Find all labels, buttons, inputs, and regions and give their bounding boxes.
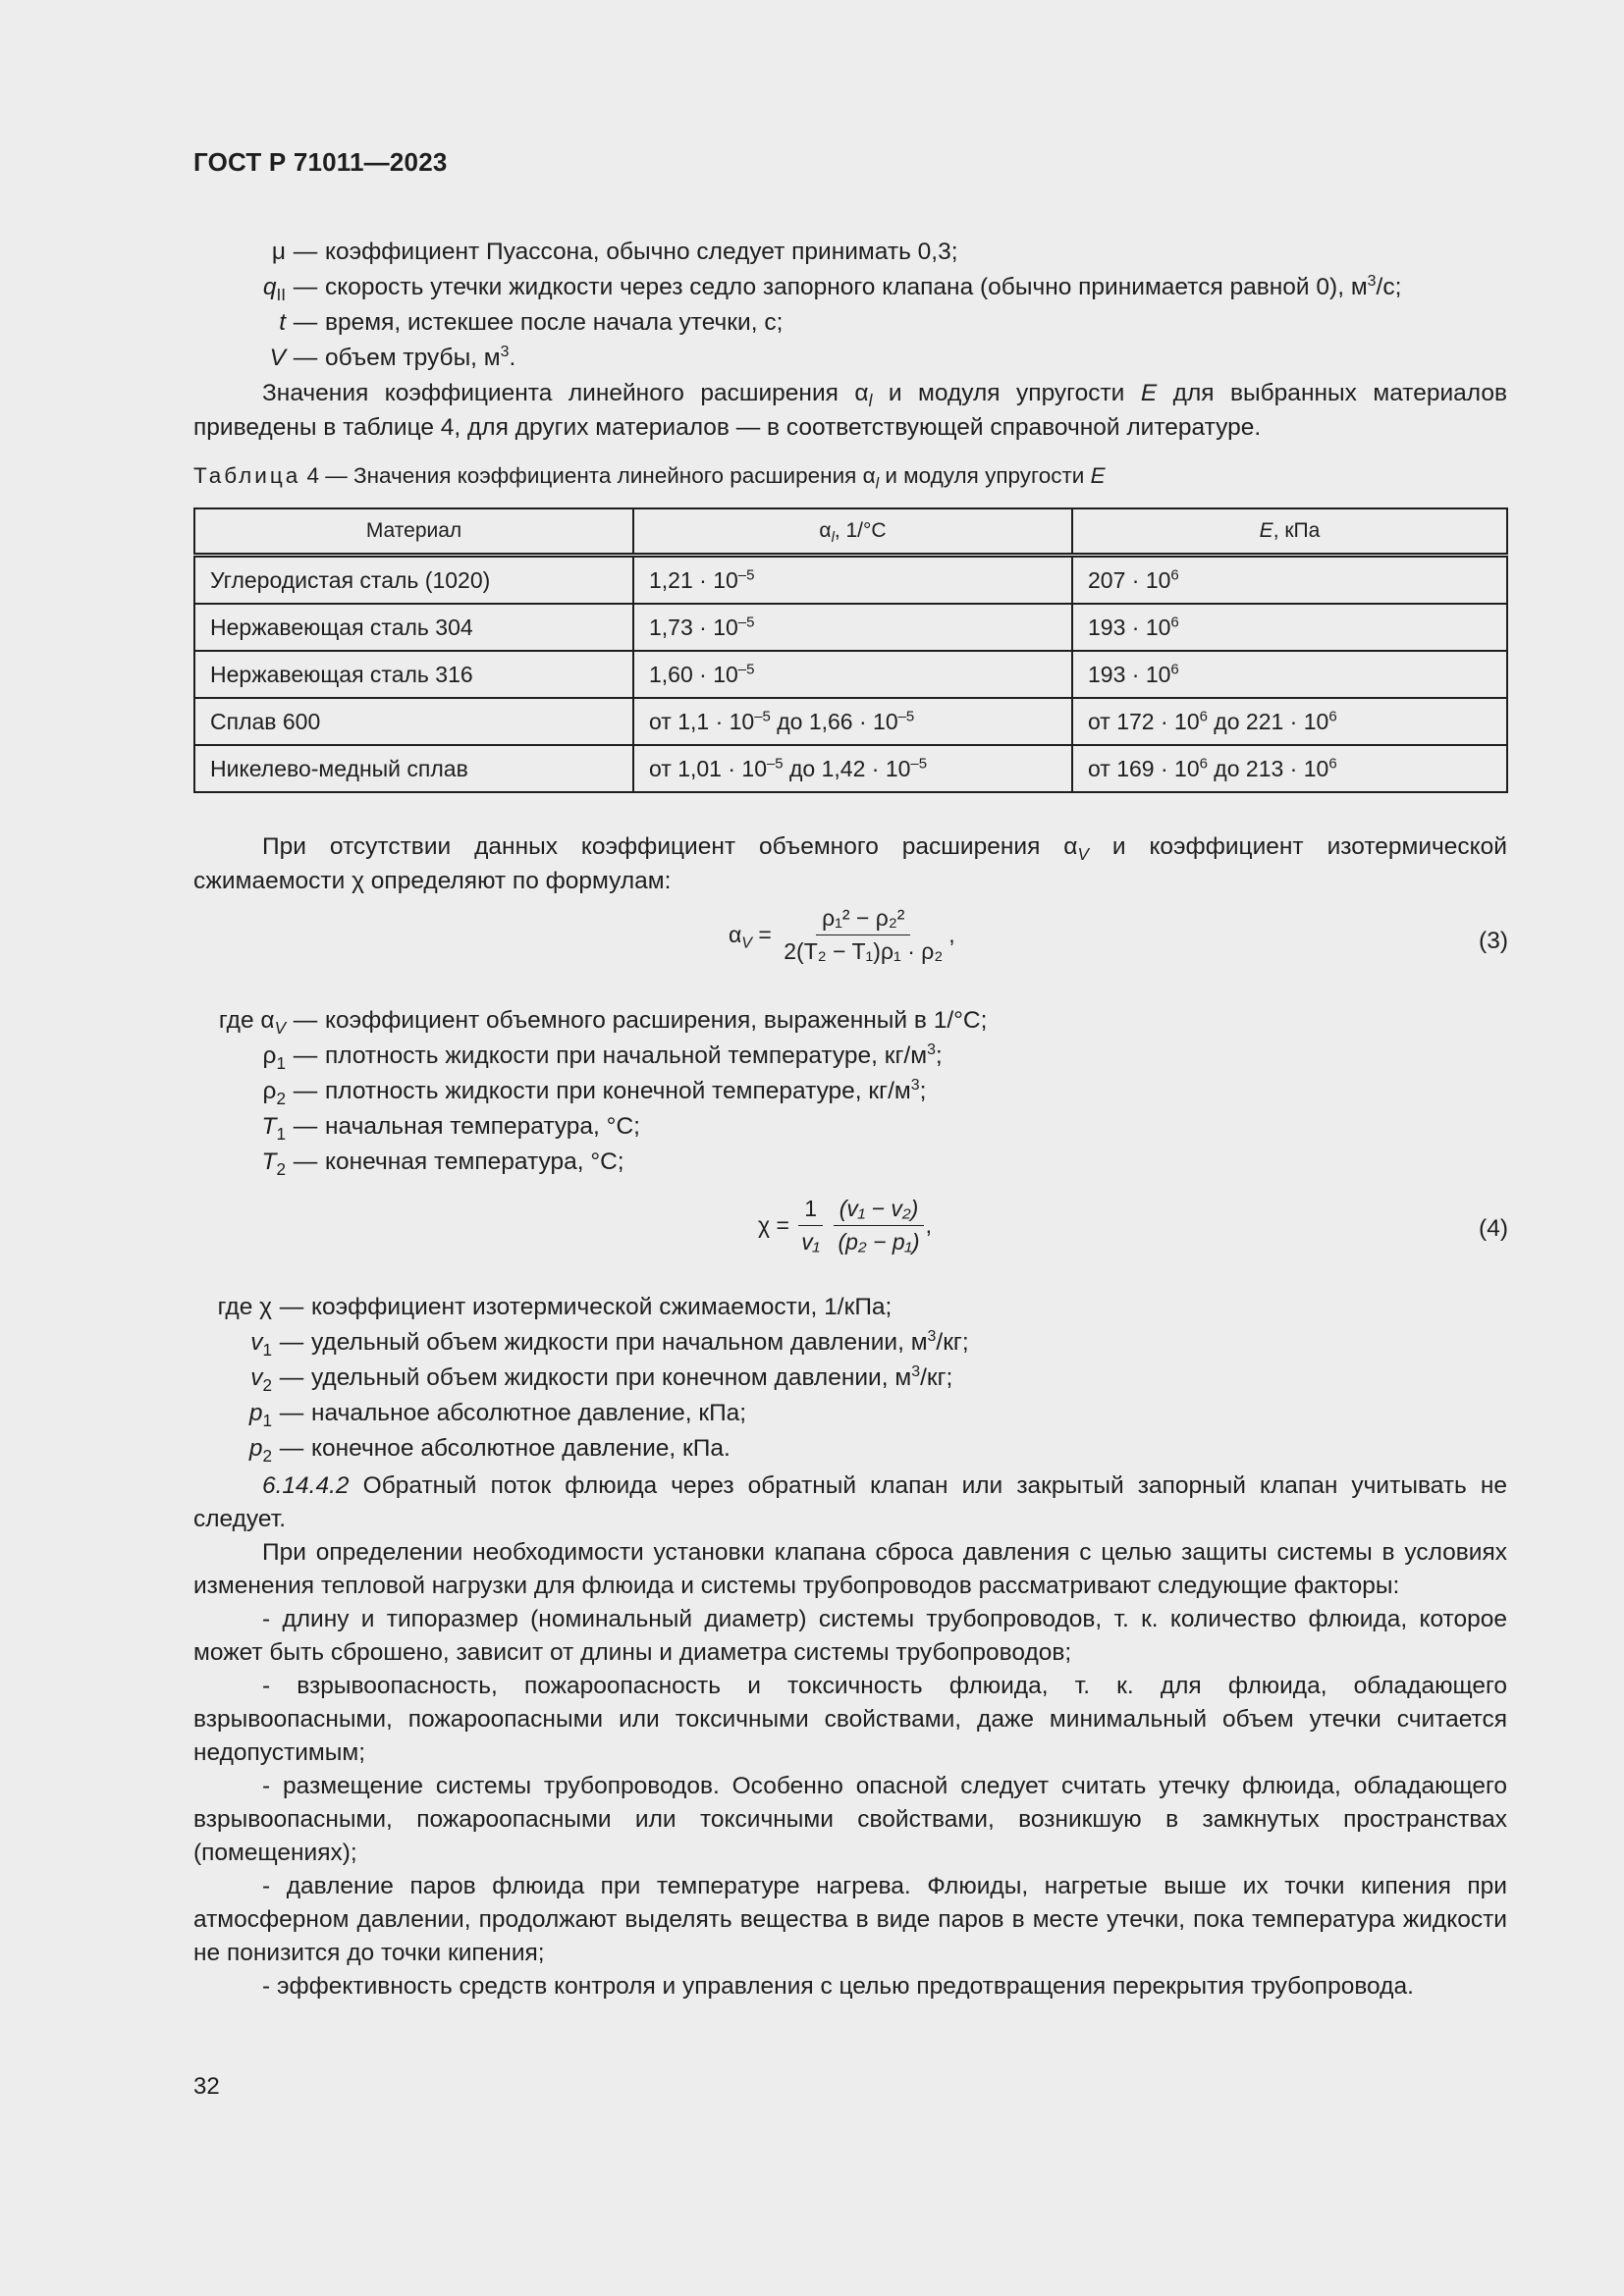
definition-row — [193, 305, 1401, 341]
table-row — [194, 745, 1507, 792]
definition-row — [193, 341, 1401, 376]
symbol: $p_2$ — [248, 1435, 272, 1466]
symbol: $v_2$ — [250, 1364, 272, 1395]
column-header-e: E, кПа — [1072, 508, 1507, 556]
fraction: $\frac{1}{\text{v₁}}$ — [795, 1196, 826, 1255]
symbol: $p_1$ — [248, 1400, 272, 1430]
definition-text: коэффициент объемного расширения, выраженный в 1/°С; — [325, 1007, 988, 1034]
definition-text: плотность жидкости при начальной температуре, $кг/м^3$; — [325, 1041, 943, 1069]
cell-e: от $172 \cdot 10^6$ до $221 \cdot 10^6$ — [1072, 698, 1507, 745]
definition-text: коэффициент Пуассона, обычно следует принимать 0,3; — [325, 239, 958, 265]
cell-alpha: $1,21 \cdot 10^{-5}$ — [633, 556, 1072, 605]
symbol: $q_{ІІ}$ — [262, 274, 286, 304]
dash: — — [279, 1329, 304, 1356]
table-header-row — [194, 508, 1507, 556]
dash: — — [293, 345, 318, 371]
paragraph-formulas-intro: При отсутствии данных коэффициент объемного расширения $\alpha_V$ и коэффициент изотермической сжимаемости χ определяют по формулам: — [193, 833, 1507, 894]
definition-text: конечная температура, °С; — [325, 1148, 624, 1175]
definition-row — [193, 1109, 987, 1145]
definition-text: удельный объем жидкости при конечном давлении, $м^3/кг$; — [311, 1362, 953, 1391]
column-header-material: Материал — [194, 508, 633, 556]
symbol: t — [279, 309, 286, 336]
dash: — — [293, 1042, 318, 1069]
cell-material: Никелево-медный сплав — [194, 745, 633, 792]
definition-text: конечное абсолютное давление, кПа. — [311, 1435, 731, 1462]
table-row — [194, 556, 1507, 605]
symbol: $\rho_2$ — [262, 1078, 286, 1108]
dash: — — [279, 1435, 304, 1462]
symbol: где $\alpha_V$ — [218, 1007, 286, 1038]
symbol: μ — [271, 239, 286, 265]
page-number: 32 — [193, 2073, 220, 2100]
definitions-list-3 — [193, 1290, 969, 1467]
table-row — [194, 651, 1507, 698]
symbol: $\rho_1$ — [262, 1042, 286, 1073]
definition-text: начальная температура, °С; — [325, 1113, 640, 1140]
symbol: где χ — [217, 1294, 272, 1320]
list-item: - взрывоопасность, пожароопасность и токсичность флюида, т. к. для флюида, обладающего взрывоопасными, пожароопасными или токсичными свойствами, даже минимальный объем утечки считается недопустимым; — [193, 1673, 1507, 1766]
dash: — — [293, 239, 318, 265]
symbol: $T_1$ — [261, 1113, 286, 1144]
list-item: - давление паров флюида при температуре нагрева. Флюиды, нагретые выше их точки кипения при атмосферном давлении, продолжают выделять вещества в виде паров в месте утечки, пока температура жидкости не понизится до точки кипения; — [193, 1873, 1507, 1966]
definition-text: время, истекшее после начала утечки, с; — [325, 309, 784, 336]
cell-material: Нержавеющая сталь 316 — [194, 651, 633, 698]
definition-text: скорость утечки жидкости через седло запорного клапана (обычно принимается равной 0), $м^3/с$; — [325, 272, 1402, 300]
definition-row — [193, 1290, 969, 1325]
definition-row — [193, 1431, 969, 1467]
definition-row — [193, 1003, 987, 1039]
cell-e: $193 \cdot 10^6$ — [1072, 651, 1507, 698]
cell-material: Углеродистая сталь (1020) — [194, 556, 633, 605]
formula-3: $\alpha_V$ = $\frac{\text{ρ₁² − ρ₂²}}{\text{2(T₂ − T₁)ρ₁ · ρ₂}}$ , — [729, 905, 955, 964]
definition-text: плотность жидкости при конечной температуре, $кг/м^3$; — [325, 1076, 927, 1104]
definitions-list-1 — [193, 235, 1401, 376]
definition-text: начальное абсолютное давление, кПа; — [311, 1400, 747, 1426]
cell-material: Сплав 600 — [194, 698, 633, 745]
definition-row — [193, 1325, 969, 1361]
definition-text: коэффициент изотермической сжимаемости, 1/кПа; — [311, 1294, 893, 1320]
dash: — — [293, 1007, 318, 1034]
formula-number-3: (3) — [1479, 928, 1508, 954]
cell-alpha: $1,60 \cdot 10^{-5}$ — [633, 651, 1072, 698]
definition-row — [193, 1396, 969, 1431]
fraction: $\frac{\text{ρ₁² − ρ₂²}}{\text{2(T₂ − T₁)ρ₁ · ρ₂}}$ — [784, 905, 944, 964]
list-item: - размещение системы трубопроводов. Особенно опасной следует считать утечку флюида, обладающего взрывоопасными, пожароопасными или токсичными свойствами, возникшую в замкнутых пространствах (помещениях); — [193, 1773, 1507, 1866]
definition-row — [193, 235, 1401, 270]
dash: — — [293, 1148, 318, 1175]
cell-e: $193 \cdot 10^6$ — [1072, 604, 1507, 651]
definition-row — [193, 1074, 987, 1109]
symbol: V — [269, 345, 286, 371]
symbol: $T_2$ — [261, 1148, 286, 1179]
formula-4: χ = $\frac{1}{\text{v₁}}$ $\frac{\text{(v₁ − v₂)}}{\text{(p₂ − p₁)}}$ , — [758, 1196, 932, 1255]
body-text — [193, 1469, 1507, 2003]
dash: — — [293, 274, 318, 300]
definition-row — [193, 270, 1401, 305]
cell-e: от $169 \cdot 10^6$ до $213 \cdot 10^6$ — [1072, 745, 1507, 792]
dash: — — [293, 309, 318, 336]
table-row — [194, 604, 1507, 651]
cell-e: $207 \cdot 10^6$ — [1072, 556, 1507, 605]
cell-alpha: от $1,01 \cdot 10^{-5}$ до $1,42 \cdot 10^{-5}$ — [633, 745, 1072, 792]
definition-row — [193, 1039, 987, 1074]
paragraph-intro: При определении необходимости установки клапана сброса давления с целью защиты системы в условиях изменения тепловой нагрузки для флюида и системы трубопроводов рассматривают следующие факторы: — [193, 1539, 1507, 1599]
definition-row — [193, 1145, 987, 1180]
dash: — — [293, 1113, 318, 1140]
table-row — [194, 698, 1507, 745]
table-caption: Таблица 4 — Значения коэффициента линейного расширения $\alpha_l$ и модуля упругости E — [193, 463, 1106, 493]
definition-text: удельный объем жидкости при начальном давлении, $м^3/кг$; — [311, 1327, 969, 1356]
dash: — — [293, 1078, 318, 1104]
cell-alpha: от $1,1 \cdot 10^{-5}$ до $1,66 \cdot 10^{-5}$ — [633, 698, 1072, 745]
formula-number-4: (4) — [1479, 1215, 1508, 1242]
definitions-list-2 — [193, 1003, 987, 1180]
fraction: $\frac{\text{(v₁ − v₂)}}{\text{(p₂ − p₁)}}$ — [832, 1196, 925, 1255]
cell-material: Нержавеющая сталь 304 — [194, 604, 633, 651]
materials-table — [193, 507, 1508, 793]
cell-alpha: $1,73 \cdot 10^{-5}$ — [633, 604, 1072, 651]
dash: — — [279, 1294, 304, 1320]
definition-text: объем трубы, $м^3$. — [325, 343, 516, 371]
paragraph-section: 6.14.4.2 Обратный поток флюида через обратный клапан или закрытый запорный клапан учитывать не следует. — [193, 1472, 1507, 1532]
list-item: - длину и типоразмер (номинальный диаметр) системы трубопроводов, т. к. количество флюида, которое может быть сброшено, зависит от длины и диаметра системы трубопроводов; — [193, 1606, 1507, 1666]
definition-row — [193, 1361, 969, 1396]
column-header-alpha: $\alpha_l$, 1/°С — [633, 508, 1072, 556]
dash: — — [279, 1400, 304, 1426]
dash: — — [279, 1364, 304, 1391]
paragraph-table-intro: Значения коэффициента линейного расширения $\alpha_l$ и модуля упругости E для выбранных материалов приведены в таблице 4, для других материалов — в соответствующей справочной литературе. — [193, 380, 1508, 441]
page-header: ГОСТ Р 71011—2023 — [193, 147, 448, 177]
symbol: $v_1$ — [250, 1329, 272, 1360]
list-item: - эффективность средств контроля и управления с целью предотвращения перекрытия трубопровода. — [262, 1973, 1414, 2000]
